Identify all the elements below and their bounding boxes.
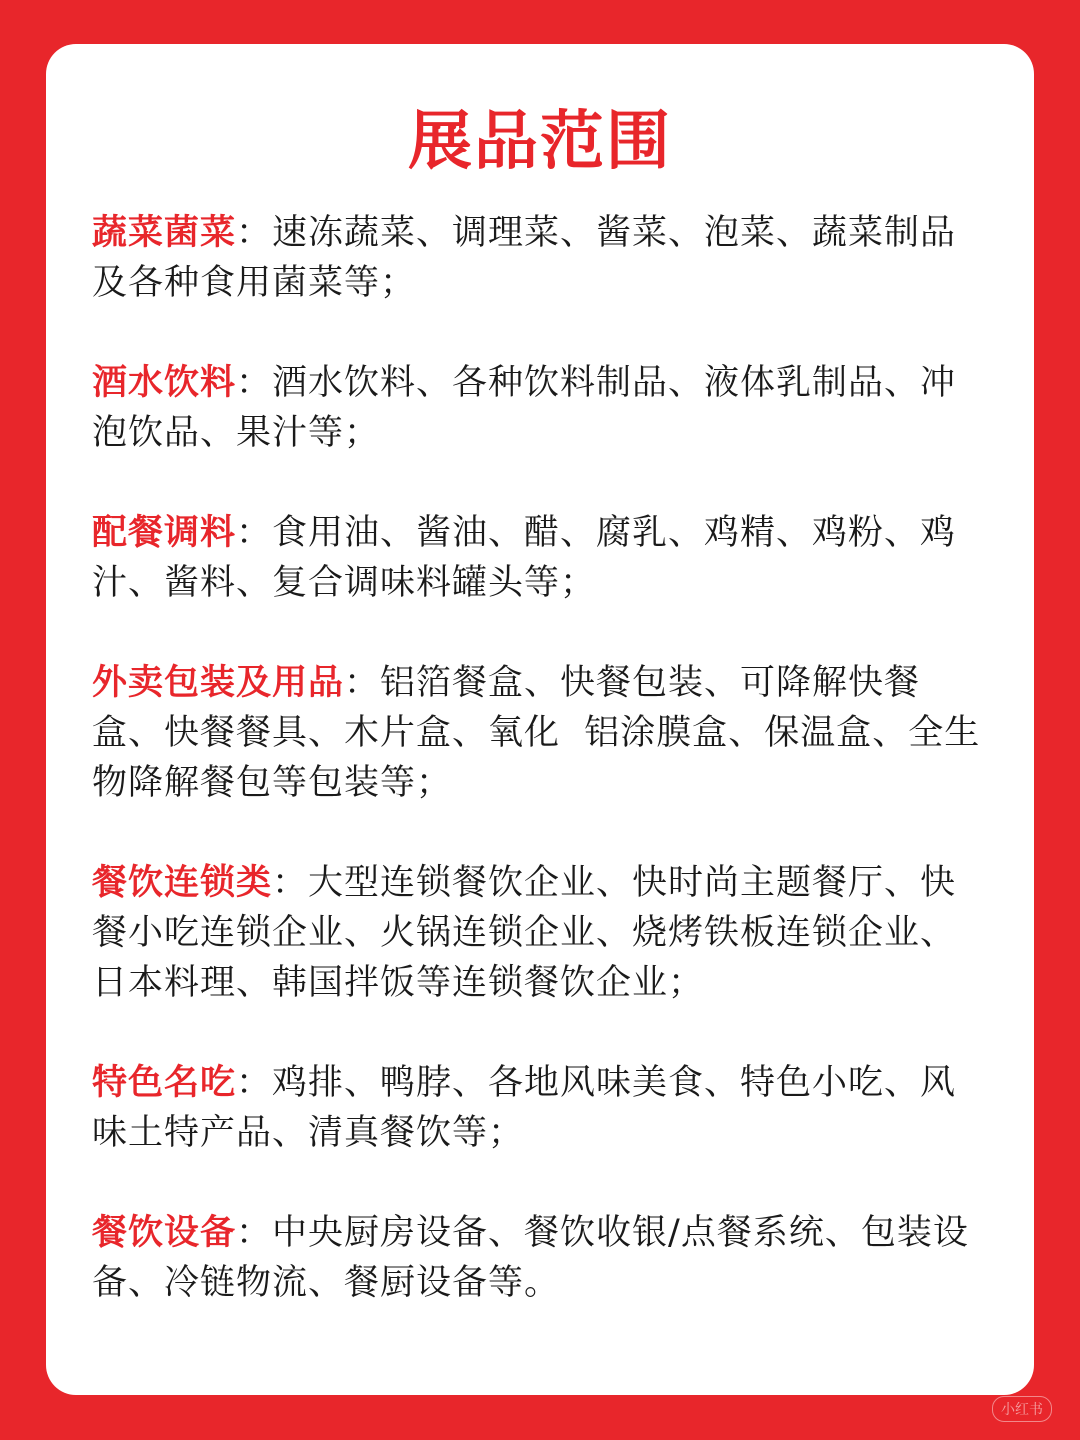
section-condiments xyxy=(92,508,988,608)
section-text: 鸡排、鸭脖、各地风味美食、特色小吃、风味土特产品、清真餐饮等； xyxy=(92,1063,957,1153)
section-beverages xyxy=(92,358,988,458)
section-specialty-snacks xyxy=(92,1058,988,1158)
section-separator: ： xyxy=(236,213,273,253)
section-separator: ： xyxy=(272,863,309,903)
section-catering-equipment xyxy=(92,1208,988,1308)
section-label: 酒水饮料 xyxy=(92,363,237,403)
section-label: 特色名吃 xyxy=(92,1063,237,1103)
section-separator: ： xyxy=(236,513,273,553)
section-label: 配餐调料 xyxy=(92,513,237,553)
section-label: 外卖包装及用品 xyxy=(92,663,345,703)
section-takeout-packaging xyxy=(92,658,988,808)
section-text: 速冻蔬菜、调理菜、酱菜、泡菜、蔬菜制品及各种食用菌菜等； xyxy=(92,213,957,303)
section-separator: ： xyxy=(236,1063,273,1103)
section-text: 酒水饮料、各种饮料制品、液体乳制品、冲泡饮品、果汁等； xyxy=(92,363,957,453)
content-card xyxy=(46,44,1034,1395)
watermark: 小红书 xyxy=(992,1396,1052,1422)
section-text: 铝箔餐盒、快餐包装、可降解快餐盒、快餐餐具、木片盒、氧化 铝涂膜盒、保温盒、全生物降解餐包等包装等； xyxy=(92,663,981,803)
section-separator: ： xyxy=(236,363,273,403)
section-text: 大型连锁餐饮企业、快时尚主题餐厅、快餐小吃连锁企业、火锅连锁企业、烧烤铁板连锁企业、日本料理、韩国拌饭等连锁餐饮企业； xyxy=(92,863,957,1003)
section-separator: ： xyxy=(344,663,381,703)
section-label: 餐饮设备 xyxy=(92,1213,237,1253)
section-label: 蔬菜菌菜 xyxy=(92,213,237,253)
section-restaurant-chains xyxy=(92,858,988,1008)
section-text: 食用油、酱油、醋、腐乳、鸡精、鸡粉、鸡汁、酱料、复合调味料罐头等； xyxy=(92,513,957,603)
section-text: 中央厨房设备、餐饮收银/点餐系统、包装设备、冷链物流、餐厨设备等。 xyxy=(92,1213,969,1303)
page-title: 展品范围 xyxy=(408,105,672,179)
section-separator: ： xyxy=(236,1213,273,1253)
section-label: 餐饮连锁类 xyxy=(92,863,273,903)
section-vegetables xyxy=(92,208,988,308)
